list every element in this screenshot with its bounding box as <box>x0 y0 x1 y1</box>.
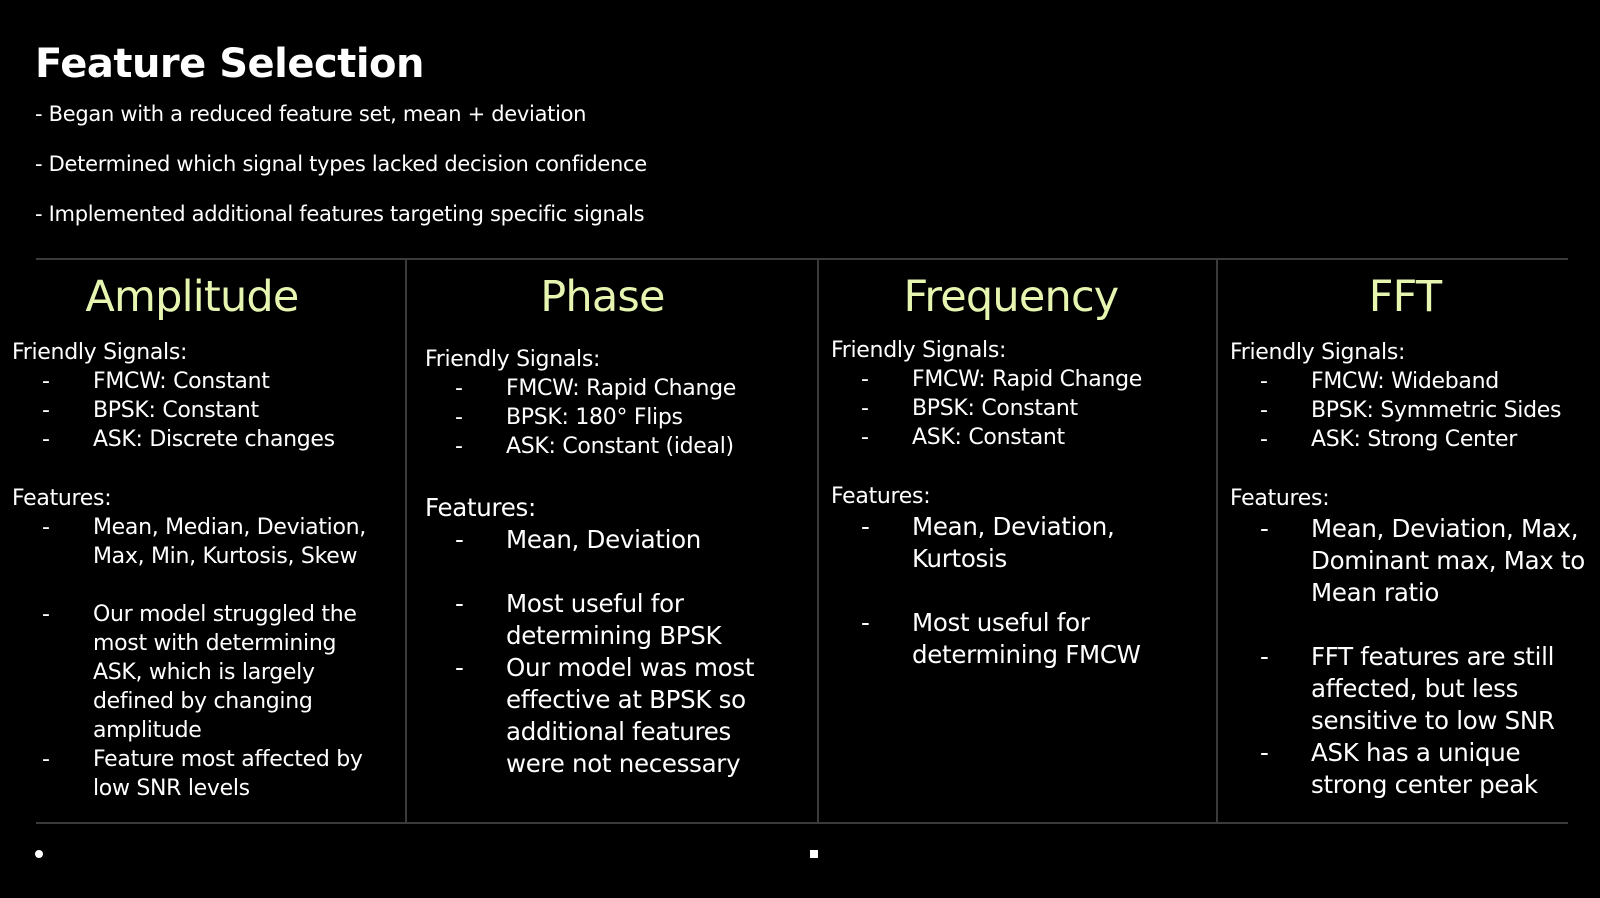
dash-bullet: - <box>455 434 463 459</box>
dash-bullet: - <box>1260 514 1269 543</box>
dash-bullet: - <box>455 525 464 554</box>
list-item-text: BPSK: Constant <box>912 396 1078 421</box>
dash-bullet: - <box>42 427 50 452</box>
list-item-text: Mean, Median, Deviation, Max, Min, Kurtosis, Skew <box>93 515 366 569</box>
friendly-signals-list <box>831 365 1211 452</box>
dash-bullet: - <box>1260 398 1268 423</box>
list-item <box>1230 367 1598 396</box>
dash-bullet: - <box>42 398 50 423</box>
list-item <box>1230 737 1596 801</box>
list-item <box>831 365 1211 394</box>
friendly-signals-label: Friendly Signals: <box>831 338 1007 363</box>
intro-bullet: - Implemented additional features targeting specific signals <box>35 202 645 226</box>
intro-bullet-list <box>35 100 647 250</box>
column-divider <box>1216 258 1218 824</box>
dash-bullet: - <box>455 589 464 618</box>
list-item <box>425 588 776 652</box>
list-item-text: BPSK: Constant <box>93 398 259 423</box>
dash-bullet: - <box>1260 369 1268 394</box>
column-title: Phase <box>540 272 665 322</box>
friendly-signals-label: Friendly Signals: <box>425 347 601 372</box>
footer-square-decoration <box>810 850 818 858</box>
friendly-signals-label: Friendly Signals: <box>1230 340 1406 365</box>
column-title: FFT <box>1368 272 1442 322</box>
list-item-text: ASK: Strong Center <box>1311 427 1518 452</box>
list-item-text: Our model was most effective at BPSK so additional features were not necessary <box>506 653 755 778</box>
list-item-text: ASK: Constant <box>912 425 1065 450</box>
dash-bullet: - <box>861 425 869 450</box>
list-item-text: BPSK: Symmetric Sides <box>1311 398 1562 423</box>
list-item <box>12 513 383 571</box>
dash-bullet: - <box>455 653 464 682</box>
list-item <box>425 524 776 556</box>
list-item-text: FMCW: Wideband <box>1311 369 1499 394</box>
list-item <box>425 432 815 461</box>
list-item <box>831 394 1211 423</box>
list-item <box>831 607 1162 671</box>
list-item <box>12 367 402 396</box>
list-item-text: ASK: Constant (ideal) <box>506 434 734 459</box>
dash-bullet: - <box>861 367 869 392</box>
intro-bullet: - Determined which signal types lacked decision confidence <box>35 152 647 176</box>
list-item <box>425 374 815 403</box>
list-item-text: Our model struggled the most with determining ASK, which is largely defined by changing amplitude <box>93 602 357 743</box>
dash-bullet: - <box>861 396 869 421</box>
list-item-text: Most useful for determining BPSK <box>506 589 722 650</box>
table-top-divider <box>36 258 1568 260</box>
list-item <box>12 396 402 425</box>
list-item-text: Mean, Deviation <box>506 525 702 554</box>
dash-bullet: - <box>42 747 50 772</box>
features-list <box>1230 513 1598 801</box>
dash-bullet: - <box>42 515 50 540</box>
frequency-column <box>831 270 1211 822</box>
features-list <box>425 524 815 780</box>
slide-title: Feature Selection <box>35 41 424 87</box>
list-item-text: Mean, Deviation, Max, Dominant max, Max to Mean ratio <box>1311 514 1585 607</box>
intro-bullet: - Began with a reduced feature set, mean + deviation <box>35 102 587 126</box>
list-item-text: Feature most affected by low SNR levels <box>93 747 363 801</box>
features-label: Features: <box>425 493 536 522</box>
friendly-signals-list <box>425 374 815 461</box>
list-item <box>1230 425 1598 454</box>
friendly-signals-label: Friendly Signals: <box>12 340 188 365</box>
list-item-text: Mean, Deviation, Kurtosis <box>912 512 1115 573</box>
features-list <box>12 513 402 803</box>
features-label: Features: <box>1230 486 1330 511</box>
list-item <box>831 423 1211 452</box>
table-bottom-divider <box>36 822 1568 824</box>
features-label: Features: <box>831 484 931 509</box>
dash-bullet: - <box>455 376 463 401</box>
list-item <box>1230 641 1596 737</box>
list-item <box>12 600 383 745</box>
list-item <box>831 511 1162 575</box>
dash-bullet: - <box>455 405 463 430</box>
amplitude-column <box>12 270 402 822</box>
phase-column <box>425 270 815 822</box>
dash-bullet: - <box>861 608 870 637</box>
list-item-text: Most useful for determining FMCW <box>912 608 1141 669</box>
list-item-text: BPSK: 180° Flips <box>506 405 683 430</box>
footer-dot-decoration <box>35 850 43 858</box>
list-item <box>1230 396 1598 425</box>
dash-bullet: - <box>1260 427 1268 452</box>
column-divider <box>817 258 819 824</box>
features-label: Features: <box>12 486 112 511</box>
list-item-text: ASK has a unique strong center peak <box>1311 738 1538 799</box>
dash-bullet: - <box>42 369 50 394</box>
list-item <box>425 652 776 780</box>
column-divider <box>405 258 407 824</box>
list-item-text: FMCW: Rapid Change <box>506 376 737 401</box>
list-item <box>12 745 383 803</box>
list-item-text: FMCW: Rapid Change <box>912 367 1143 392</box>
list-item <box>12 425 402 454</box>
friendly-signals-list <box>1230 367 1598 454</box>
list-item <box>425 403 815 432</box>
list-item <box>1230 513 1596 609</box>
column-title: Frequency <box>903 272 1119 322</box>
friendly-signals-list <box>12 367 402 454</box>
dash-bullet: - <box>42 602 50 627</box>
column-title: Amplitude <box>85 272 299 322</box>
dash-bullet: - <box>861 512 870 541</box>
list-item-text: FMCW: Constant <box>93 369 270 394</box>
dash-bullet: - <box>1260 642 1269 671</box>
fft-column <box>1230 270 1598 822</box>
list-item-text: ASK: Discrete changes <box>93 427 335 452</box>
list-item-text: FFT features are still affected, but less sensitive to low SNR <box>1311 642 1555 735</box>
features-list <box>831 511 1211 671</box>
dash-bullet: - <box>1260 738 1269 767</box>
